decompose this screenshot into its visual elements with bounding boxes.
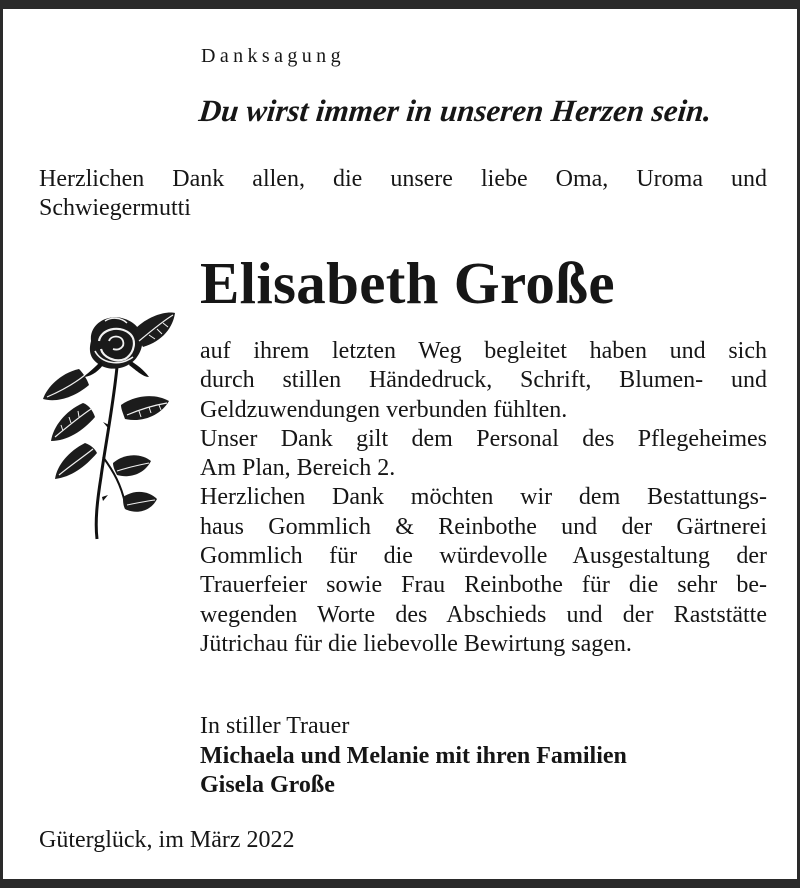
body-line: Gommlich für die würdevolle Ausgestaltung der xyxy=(200,543,767,570)
mourner-name: Gisela Große xyxy=(200,772,335,798)
body-line: Unser Dank gilt dem Personal des Pflegeheimes xyxy=(200,425,767,452)
body-line: Herzlichen Dank möchten wir dem Bestattungs- xyxy=(200,484,767,511)
body-line: Am Plan, Bereich 2. xyxy=(200,455,396,482)
signature-block xyxy=(200,712,627,801)
body-line: wegenden Worte des Abschieds und der Raststätte xyxy=(200,601,767,628)
body-line: auf ihrem letzten Weg begleitet haben und sich xyxy=(200,338,767,364)
mourning-intro: In stiller Trauer xyxy=(200,713,350,739)
body-line: durch stillen Händedruck, Schrift, Blumen- und xyxy=(200,367,767,394)
thanks-intro xyxy=(39,165,767,223)
mourner-name: Michaela und Melanie mit ihren Familien xyxy=(200,742,627,769)
body-line: Geldzuwendungen verbunden fühlten. xyxy=(200,396,568,423)
body-line: haus Gommlich & Reinbothe und der Gärtnerei xyxy=(200,513,767,540)
thanks-intro-line: Schwiegermutti xyxy=(39,195,191,221)
thanks-intro-line: Herzlichen Dank allen, die unsere liebe Oma, Uroma und xyxy=(39,166,767,192)
thanks-body xyxy=(200,337,767,659)
rose-icon xyxy=(39,307,179,543)
place-date: Güterglück, im März 2022 xyxy=(39,827,295,853)
body-line: Trauerfeier sowie Frau Reinbothe für die sehr be- xyxy=(200,572,767,599)
notice-motto: Du wirst immer in unseren Herzen sein. xyxy=(197,93,714,128)
deceased-name: Elisabeth Große xyxy=(200,250,615,316)
body-line: Jütrichau für die liebevolle Bewirtung sagen. xyxy=(200,630,632,657)
notice-heading: Danksagung xyxy=(201,45,345,67)
